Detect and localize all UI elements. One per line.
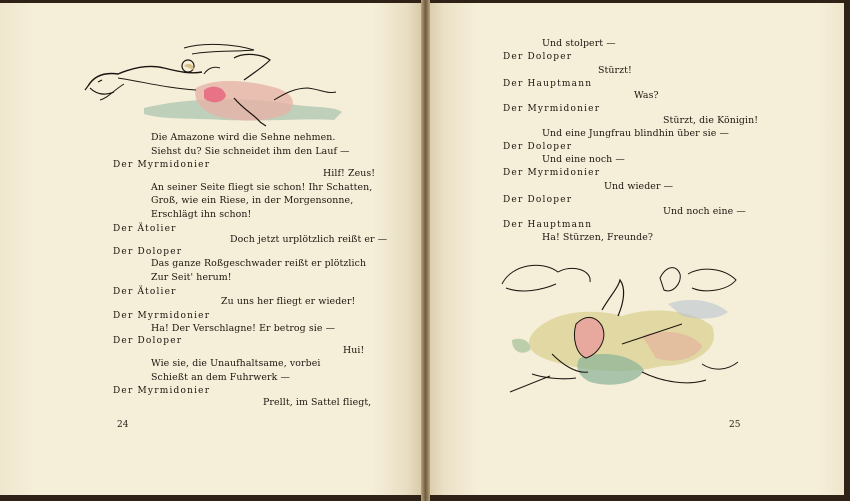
speaker-name: Der Myrmidonier	[503, 168, 601, 178]
speaker-name: Der Hauptmann	[503, 79, 593, 89]
speaker-name: Der Myrmidonier	[503, 104, 601, 114]
text-line: An seiner Seite fliegt sie schon! Ihr Schatten,	[151, 182, 373, 193]
text-line: Zur Seit' herum!	[151, 272, 232, 283]
speaker-name: Der Doloper	[503, 142, 573, 152]
text-line: Und eine Jungfrau blindhin über sie —	[542, 128, 729, 139]
falling-figure-illustration	[492, 254, 754, 406]
speaker-name: Der Ätolier	[113, 224, 177, 234]
text-line: Stürzt, die Königin!	[663, 115, 759, 126]
text-line: Und noch eine —	[663, 206, 746, 217]
page-number-left: 24	[117, 420, 129, 430]
text-line: Hilf! Zeus!	[323, 168, 376, 179]
right-page	[428, 3, 844, 495]
speaker-name: Der Myrmidonier	[113, 386, 211, 396]
text-line: Wie sie, die Unaufhaltsame, vorbei	[151, 358, 321, 369]
text-line: Stürzt!	[598, 65, 632, 76]
text-line: Die Amazone wird die Sehne nehmen.	[151, 132, 336, 143]
text-line: Erschlägt ihn schon!	[151, 209, 252, 220]
text-line: Und wieder —	[604, 181, 674, 192]
speaker-name: Der Hauptmann	[503, 220, 593, 230]
text-line: Hui!	[343, 345, 365, 356]
text-line: Siehst du? Sie schneidet ihm den Lauf —	[151, 146, 350, 157]
text-line: Prellt, im Sattel fliegt,	[263, 397, 372, 408]
speaker-name: Der Myrmidonier	[113, 160, 211, 170]
text-line: Doch jetzt urplötzlich reißt er —	[230, 234, 388, 245]
text-line: Schießt an dem Fuhrwerk —	[151, 372, 290, 383]
text-line: Ha! Stürzen, Freunde?	[542, 232, 653, 243]
speaker-name: Der Doloper	[113, 336, 183, 346]
speaker-name: Der Doloper	[503, 195, 573, 205]
speaker-name: Der Myrmidonier	[113, 311, 211, 321]
book-gutter	[421, 0, 430, 501]
text-line: Ha! Der Verschlagne! Er betrog sie —	[151, 323, 336, 334]
speaker-name: Der Doloper	[113, 247, 183, 257]
speaker-name: Der Doloper	[503, 52, 573, 62]
text-line: Groß, wie ein Riese, in der Morgensonne,	[151, 195, 354, 206]
text-line: Und stolpert —	[542, 38, 616, 49]
text-line: Was?	[634, 90, 659, 101]
horse-rider-illustration	[84, 38, 344, 130]
page-number-right: 25	[729, 420, 741, 430]
text-line: Zu uns her fliegt er wieder!	[221, 296, 356, 307]
text-line: Das ganze Roßgeschwader reißt er plötzlich	[151, 258, 367, 269]
text-line: Und eine noch —	[542, 154, 625, 165]
speaker-name: Der Ätolier	[113, 287, 177, 297]
